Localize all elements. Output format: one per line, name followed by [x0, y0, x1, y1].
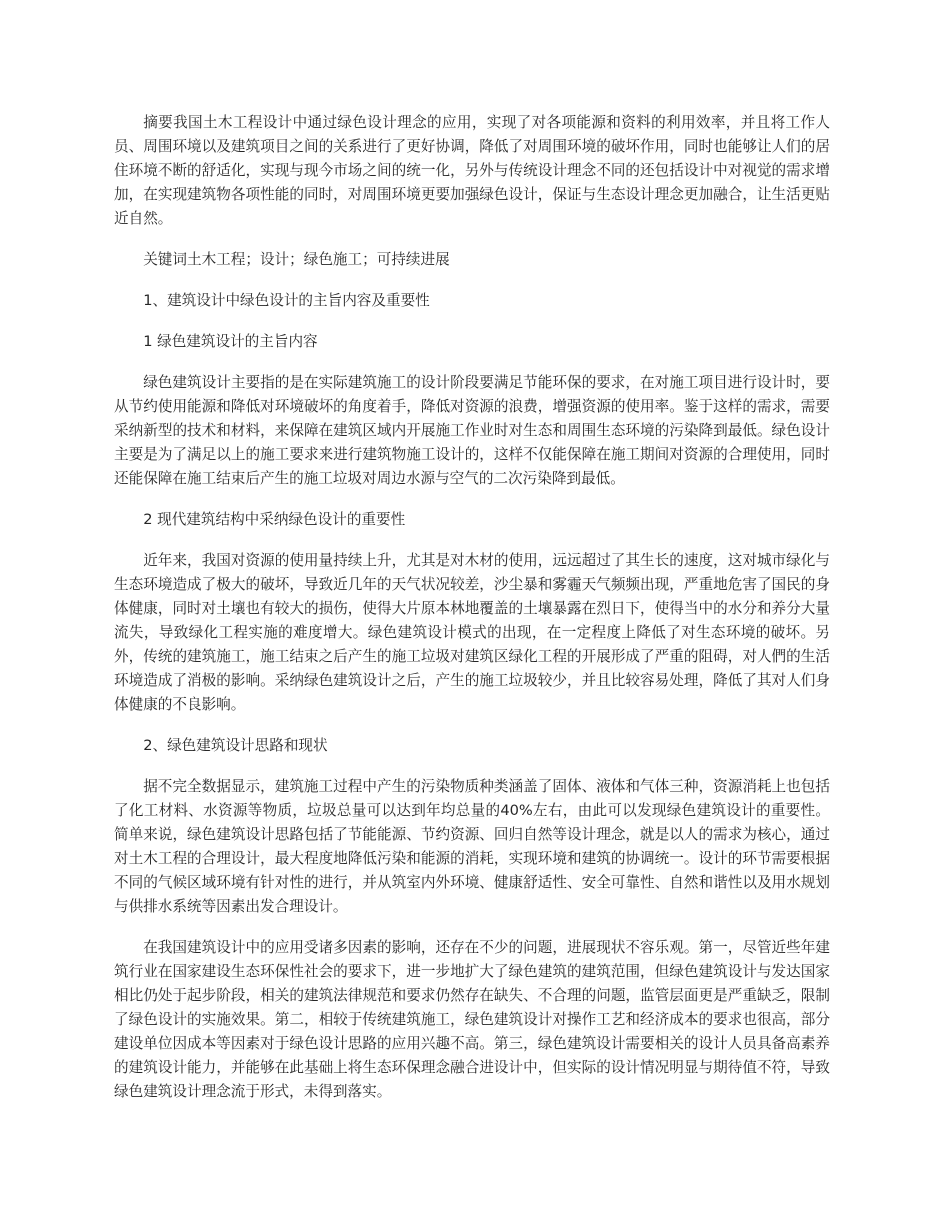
subsection-heading-1-2: 2 现代建筑结构中采纳绿色设计的重要性	[143, 511, 406, 528]
section-heading-2: 2、绿色建筑设计思路和现状	[143, 737, 328, 754]
keywords-paragraph: 关键词土木工程；设计；绿色施工；可持续进展	[143, 251, 450, 268]
section-heading-1: 1、建筑设计中绿色设计的主旨内容及重要性	[143, 292, 430, 309]
body-paragraph-4: 在我国建筑设计中的应用受诸多因素的影响，还存在不少的问题，进展现状不容乐观。第一，尽管近些年建筑行业在国家建设生态环保性社会的要求下，进一步地扩大了绿色建筑的建筑范围，但绿色建筑设计与发达国家相比仍处于起步阶段，相关的建筑法律规范和要求仍然存在缺失、不合理的问题，监管层面更是严重缺乏，限制了绿色设计的实施效果。第二，相较于传统建筑施工，绿色建筑设计对操作工艺和经济成本的要求也很高，部分建设单位因成本等因素对于绿色设计思路的应用兴趣不高。第三，绿色建筑设计需要相关的设计人员具备高素养的建筑设计能力，并能够在此基础上将生态环保理念融合进设计中，但实际的设计情况明显与期待值不符，导致绿色建筑设计理念流于形式，未得到落实。	[114, 939, 830, 1100]
abstract-paragraph: 摘要我国土木工程设计中通过绿色设计理念的应用，实现了对各项能源和资料的利用效率，并且将工作人员、周围环境以及建筑项目之间的关系进行了更好协调，降低了对周围环境的破坏作用，同时也能够让人们的居住环境不断的舒适化，实现与现今市场之间的统一化，另外与传统设计理念不同的还包括设计中对视觉的需求增加，在实现建筑物各项性能的同时，对周围环境更要加强绿色设计，保证与生态设计理念更加融合，让生活更贴近自然。	[114, 114, 830, 227]
document-body	[114, 111, 830, 1121]
subsection-heading-1-1: 1 绿色建筑设计的主旨内容	[143, 333, 318, 350]
body-paragraph-1: 绿色建筑设计主要指的是在实际建筑施工的设计阶段要满足节能环保的要求，在对施工项目进行设计时，要从节约使用能源和降低对环境破坏的角度着手，降低对资源的浪费，增强资源的使用率。鉴于这样的需求，需要采纳新型的技术和材料，来保障在建筑区域内开展施工作业时对生态和周围生态环境的污染降到最低。绿色设计主要是为了满足以上的施工要求来进行建筑物施工设计的，这样不仅能保障在施工期间对资源的合理使用，同时还能保障在施工结束后产生的施工垃圾对周边水源与空气的二次污染降到最低。	[114, 374, 830, 487]
body-paragraph-3: 据不完全数据显示，建筑施工过程中产生的污染物质种类涵盖了固体、液体和气体三种，资源消耗上也包括了化工材料、水资源等物质，垃圾总量可以达到年均总量的40%左右，由此可以发现绿色建筑设计的重要性。简单来说，绿色建筑设计思路包括了节能能源、节约资源、回归自然等设计理念，就是以人的需求为核心，通过对土木工程的合理设计，最大程度地降低污染和能源的消耗，实现环境和建筑的协调统一。设计的环节需要根据不同的气候区域环境有针对性的进行，并从筑室内外环境、健康舒适性、安全可靠性、自然和谐性以及用水规划与供排水系统等因素出发合理设计。	[114, 778, 830, 915]
body-paragraph-2: 近年来，我国对资源的使用量持续上升，尤其是对木材的使用，远远超过了其生长的速度，这对城市绿化与生态环境造成了极大的破坏，导致近几年的天气状况较差，沙尘暴和雾霾天气频频出现，严重地危害了国民的身体健康，同时对土壤也有较大的损伤，使得大片原本林地覆盖的土壤暴露在烈日下，使得当中的水分和养分大量流失，导致绿化工程实施的难度增大。绿色建筑设计模式的出现，在一定程度上降低了对生态环境的破坏。另外，传统的建筑施工，施工结束之后产生的施工垃圾对建筑区绿化工程的开展形成了严重的阻碍，对人們的生活环境造成了消极的影响。采纳绿色建筑设计之后，产生的施工垃圾较少，并且比较容易处理，降低了其对人们身体健康的不良影响。	[114, 552, 830, 713]
